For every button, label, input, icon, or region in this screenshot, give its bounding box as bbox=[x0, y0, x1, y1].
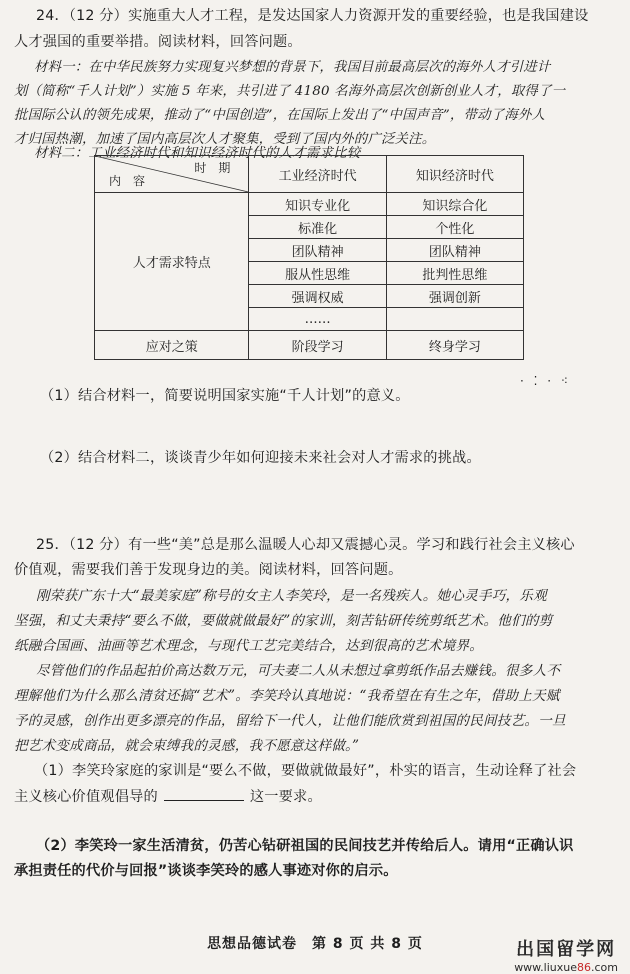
table-cell: 强调权威 bbox=[249, 285, 386, 308]
table-cell: 阶段学习 bbox=[249, 331, 386, 360]
q25-material-line-4: 尽管他们的作品起拍价高达数万元，可夫妻二人从未想过拿剪纸作品去赚钱。很多人不 bbox=[36, 663, 561, 679]
table-cell: 服从性思维 bbox=[249, 262, 386, 285]
table-header-content: 内 容 bbox=[109, 174, 146, 188]
q25-material-line-6: 予的灵感，创作出更多漂亮的作品，留给下一代人，让他们能欣赏到祖国的民间技艺。一旦 bbox=[14, 713, 566, 729]
table-header-diagonal-cell bbox=[95, 156, 249, 193]
watermark-url: www.liuxue86.com bbox=[514, 961, 618, 974]
table-row-label-demand: 人才需求特点 bbox=[95, 193, 249, 331]
table-cell: 团队精神 bbox=[249, 239, 386, 262]
answer-blank[interactable] bbox=[164, 786, 244, 801]
q24-material1-line-4: 才归国热潮，加速了国内高层次人才聚集，受到了国内外的广泛关注。 bbox=[14, 132, 436, 147]
q25-material-line-2: 坚强，和丈夫秉持“要么不做，要做就做最好”的家训，刻苦钻研传统剪纸艺术。他们的剪 bbox=[14, 613, 553, 629]
q24-stem-line-2: 人才强国的重要举措。阅读材料，回答问题。 bbox=[14, 34, 302, 50]
table-cell bbox=[386, 308, 523, 331]
table-cell: 知识综合化 bbox=[386, 193, 523, 216]
q25-material-line-5: 理解他们为什么那么清贫还搞“艺术”。李笑玲认真地说：“我希望在有生之年，借助上天赋 bbox=[14, 688, 560, 704]
q24-sub-question-1: （1）结合材料一，简要说明国家实施“千人计划”的意义。 bbox=[40, 388, 410, 404]
q25-material-line-3: 纸融合国画、油画等艺术理念，与现代工艺完美结合，达到很高的艺术境界。 bbox=[14, 638, 483, 654]
q25-sub-question-1-tail: 这一要求。 bbox=[249, 789, 322, 805]
q24-material2-title: 材料二：工业经济时代和知识经济时代的人才需求比较 bbox=[34, 146, 361, 161]
q25-sub-question-2-line-1: （2）李笑玲一家生活清贫，仍苦心钻研祖国的民间技艺并传给后人。请用“正确认识 bbox=[36, 838, 574, 854]
table-header-period: 时 期 bbox=[194, 161, 231, 175]
q25-stem-line-2: 价值观，需要我们善于发现身边的美。阅读材料，回答问题。 bbox=[14, 562, 403, 578]
table-cell: 标准化 bbox=[249, 216, 386, 239]
q25-sub-question-1-text: 主义核心价值观倡导的 bbox=[14, 789, 158, 805]
table-header-industrial: 工业经济时代 bbox=[249, 156, 386, 193]
q25-material-line-7: 把艺术变成商品，就会束缚我的灵感，我不愿意这样做。” bbox=[14, 738, 360, 754]
page-footer: 思想品德试卷 第 8 页 共 8 页 bbox=[207, 936, 423, 952]
table-row-label-strategy: 应对之策 bbox=[95, 331, 249, 360]
q24-sub-question-2: （2）结合材料二，谈谈青少年如何迎接未来社会对人才需求的挑战。 bbox=[40, 450, 481, 466]
q25-stem-line-1: 25．（12 分）有一些“美”总是那么温暖人心却又震撼心灵。学习和践行社会主义核心 bbox=[36, 537, 575, 553]
talent-comparison-table bbox=[94, 155, 524, 360]
q24-stem-line-1: 24．（12 分）实施重大人才工程，是发达国家人力资源开发的重要经验，也是我国建设 bbox=[36, 8, 589, 24]
q25-material-line-1: 刚荣获广东十大“最美家庭”称号的女主人李笑玲，是一名残疾人。她心灵手巧，乐观 bbox=[36, 588, 547, 604]
q24-material1-line-3: 批国际公认的领先成果，推动了“中国创造”，在国际上发出了“中国声音”，带动了海外人 bbox=[14, 108, 546, 123]
q24-material1-line-2: 划（简称“千人计划”）实施 5 年来，共引进了 4180 名海外高层次创新创业人才，取得了一 bbox=[14, 84, 566, 99]
table-cell: 团队精神 bbox=[386, 239, 523, 262]
q25-sub-question-1-line-1: （1）李笑玲家庭的家训是“要么不做，要做就做最好”，朴实的语言，生动诠释了社会 bbox=[34, 763, 577, 779]
table-cell: 知识专业化 bbox=[249, 193, 386, 216]
table-cell: 强调创新 bbox=[386, 285, 523, 308]
table-cell: 终身学习 bbox=[386, 331, 523, 360]
watermark-title: 出国留学网 bbox=[516, 939, 617, 960]
table-cell: 批判性思维 bbox=[386, 262, 523, 285]
site-watermark bbox=[514, 935, 618, 974]
table-header-knowledge: 知识经济时代 bbox=[386, 156, 523, 193]
q25-sub-question-2-line-2: 承担责任的代价与回报”谈谈李笑玲的感人事迹对你的启示。 bbox=[14, 863, 398, 879]
table-cell: …… bbox=[249, 308, 386, 331]
table-cell: 个性化 bbox=[386, 216, 523, 239]
q24-material1-line-1: 材料一：在中华民族努力实现复兴梦想的背景下，我国目前最高层次的海外人才引进计 bbox=[34, 60, 551, 75]
scan-speckle-decoration: ⋅ ⁚ ⋅ ⁖ bbox=[520, 374, 571, 388]
q25-sub-question-1-line-2 bbox=[14, 786, 322, 807]
